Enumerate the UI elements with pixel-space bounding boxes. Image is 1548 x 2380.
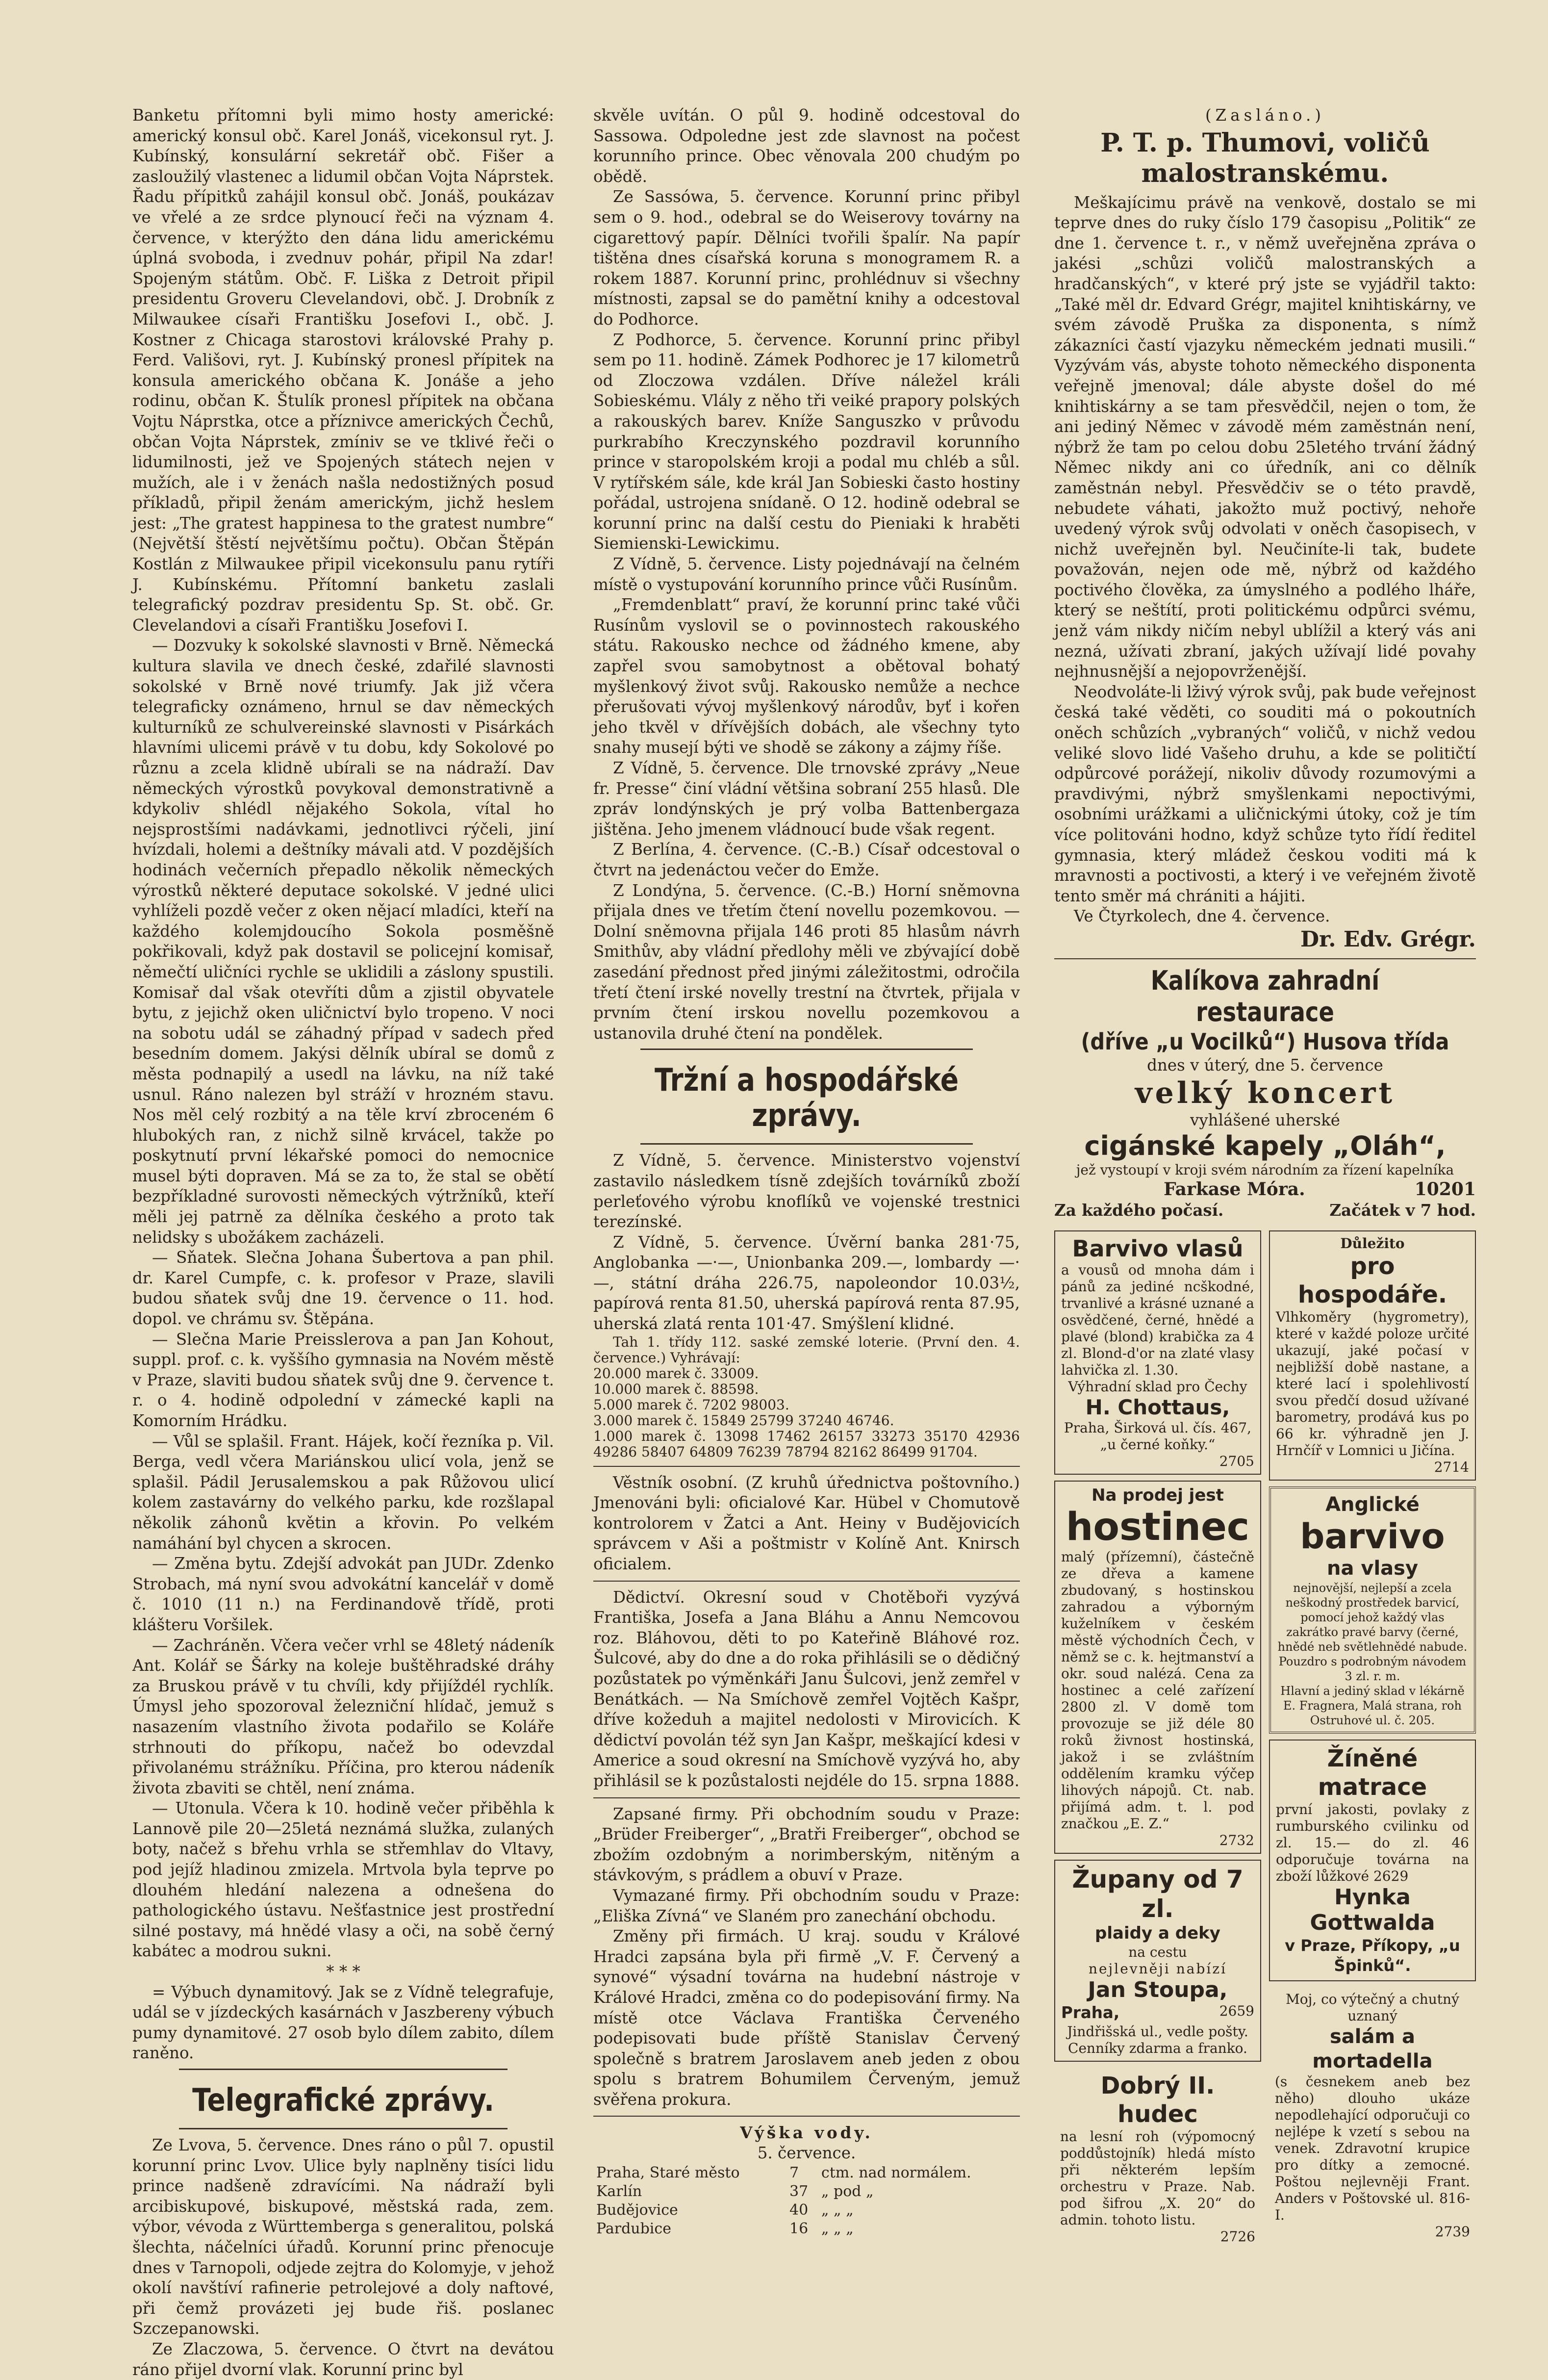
water-unit: ctm. nad normálem. [821, 2164, 971, 2181]
ad-mattress-firm: Hynka Gottwalda [1310, 1884, 1435, 1935]
ad-number: 2705 [1219, 1453, 1254, 1469]
ad-number: 2739 [1435, 2223, 1470, 2240]
firms-changed: Změny při firmách. U kraj. soudu v Králové Hradci zapsána byla při firmě „V. F. Červený a synové“ výsadní továrna na hudební nástroje v Králové Hradci, změna co do podepisování firmy. Na místě otce Václava Františka Červeného podepisovati bude příště Stanislav Červený společně s bratrem Jaroslavem aneb jeden z obou spolu s bratrem Bohumilem Červeným, jemuž svěřena prokura. [593, 1927, 1020, 2109]
ad-mattress-title: Žíněné matrace [1318, 1744, 1427, 1801]
ad-horn-title: Dobrý II. hudec [1100, 2072, 1215, 2128]
telegraph-zloczow: Ze Zlaczowa, 5. července. O čtvrt na devátou ráno přijel dvorní vlak. Korunní princ byl [132, 2339, 554, 2379]
ad-number: 2726 [1220, 2228, 1255, 2245]
ad-salami [1269, 1987, 1476, 2244]
ad-restaurant-bandleader-row [1054, 1178, 1476, 1200]
column-middle [593, 105, 1020, 2238]
ad-number: 2659 [1219, 2002, 1254, 2019]
column-left [132, 105, 554, 2380]
ad-gowns-title: Župany od 7 zl. [1072, 1865, 1243, 1923]
telegraph-fremdenblatt: „Fremdenblatt“ praví, že korunní princ také vůči Rusínům vyslovil se o povinnostech rakouského státu. Rakousko nechce od žádného kmene, aby zapřel svou samobytnost a obětoval bohatý myšlenkový život svůj. Rakousko nemůže a nechce přerušovati vývoj myšlenkový národův, byť i kořen jeho tkvěl v dřívějších dobách, ale všechny tyto snahy musejí býti ve shodě se zákony a zájmy říše. [593, 595, 1020, 757]
ad-eng-text: nejnovější, nejlepší a zcela neškodný prostředek barvicí, pomocí jehož každý vlas zakrátko pravé barvy (černé, hnědé neb světlehnědé nabude. [1277, 1581, 1468, 1654]
ad-eng-subtitle: na vlasy [1326, 1557, 1419, 1580]
lottery-line: 10.000 marek č. 88598. [593, 1381, 759, 1397]
ad-gowns-city: Praha, [1061, 2003, 1120, 2022]
ads-grid-right [1269, 1230, 1476, 2255]
ad-hair-dye-text: a vousů od mnoha dám i pánů za jediné ncškodné, trvanlivé a krásné uznané a osvědčené, černé, hnědé a plavé (blond) krabička za 4 zl. Blond-d'or na zlaté vlasy lahvička zl. 1.30. [1061, 1261, 1254, 1378]
water-table [593, 2164, 1020, 2238]
water-row [593, 2201, 1020, 2220]
ad-hygro-title: pro hospodáře. [1297, 1252, 1447, 1308]
article-rescued: — Zachráněn. Včera večer vrhl se 48letý nádeník Ant. Kolář se Šárky na koleje buštěhradské dráhy za Bruskou právě v tu chvíli, kdy přijíždél rychlík. Úmysl jeho spozoroval železniční hlídač, jemuž s nasazením vlastního života podařilo se Koláře strhnouti do příkopu, načež bo odevzdal přivolanému strážníku. Příčina, pro kterou nádeník života zbaviti se chtěl, není známa. [132, 1636, 554, 1797]
ad-hygro-text: Vlhkoměry (hygrometry), které v každé poloze určité ukazují, jaké počasí v nejbližší době nastane, a které lací i spolehlivostí svou předčí dosud užívané barometry, prodává kus po 66 kr. výhradně jen J. Hrnčíř v Lomnici u Jičína. [1276, 1308, 1469, 1459]
ad-number: 10201 [1414, 1179, 1476, 1200]
open-letter-place-date: Ve Čtyrkolech, dne 4. července. [1074, 907, 1330, 926]
ad-restaurant-footer [1054, 1200, 1476, 1221]
ad-hygro-pretitle: Důležito [1340, 1235, 1405, 1252]
firms-deleted: Vymazané firmy. Při obchodním soudu v Praze: „Eliška Zívná“ ve Slaném pro zanechání obchodu. [593, 1886, 1020, 1925]
notice-wedding-2: — Slečna Marie Preisslerova a pan Jan Kohout, suppl. prof. c. k. vyššího gymnasia na Novém městě v Praze, slaviti budou sňatek svůj dne 9. července t. r. o 4. hodině odpolední v zámecké kapli na Komorním Hrádku. [132, 1330, 554, 1430]
telegraph-london: Z Londýna, 5. července. (C.-B.) Horní sněmovna přijala dnes ve třetím čtení novellu pozemkovou. — Dolní sněmovna přijala 146 proti 85 hlasům návrh Smithův, aby vládní předlohy měli ve zbývající době zasedání přednost před jinými záležitostmi, odročila třetí čtení irské novelly trestní na čtvrtek, přijala v prvním čtení irskou novellu pozemkovou a ustanovila druhé čtení na pondělek. [593, 881, 1020, 1043]
ad-hair-dye-address: Praha, Širková ul. čís. 467, „u černé koňky.“ [1064, 1419, 1252, 1453]
telegraph-cont: skvěle uvítán. O půl 9. hodině odcestoval do Sassowa. Odpoledne jest zde slavnost na počest korunního prince. Obec věnovala 200 chudým po obědě. [593, 106, 1020, 186]
ad-inn-text: malý (přízemní), částečně ze dřeva a kamene zbudovaný, s hostinskou zahradou a výborným kuželníkem v českém městě východních Čech, v němž se c. k. hejtmanství a okr. soud nalézá. Cena za hostinec a celé zařízení 2800 zl. V domě tom provozuje se již déle 80 roků živnost hostinská, jakož i se zvláštním oddělením kramku výčep lihových nápojů. Ct. nab. přijímá adm. t. l. pod značkou „E. Z.“ [1061, 1549, 1254, 1832]
ad-hair-dye [1054, 1230, 1261, 1475]
ad-mattress-text: první jakosti, povlaky z rumburského cvilinku od zl. 15.— do zl. 46 odporučuje továrna na zboží lůžkové 2629 [1276, 1801, 1469, 1884]
zaslano-label: (Zasláno.) [1205, 106, 1325, 125]
telegraph-vienna-1: Z Vídně, 5. července. Listy pojednávají na čelném místě o vystupování korunního prince vůči Rusínům. [593, 555, 1020, 594]
notice-address-change: — Změna bytu. Zdejší advokát pan JUDr. Zdenko Strobach, má nyní svou advokátní kancelář v domě č. 1010 (11 n.) na Ferdinandově třídě, proti klášteru Voršilek. [132, 1554, 554, 1634]
column-right [1054, 105, 1476, 2255]
water-value: 16 [789, 2220, 809, 2237]
ad-restaurant-line: vyhlášené uherské [1190, 1110, 1341, 1129]
open-letter-p2: Neodvoláte-li lživý výrok svůj, pak bude veřejnost česká také věděti, co souditi má o pokoutních oněch schůzích „vybraných“ voličů, v nichž vedou veliké slovo lidé Vašeho druhu, a kde se političtí odpůrcové porážejí, nikoliv důvody rozumovými a pravdivými, nýbrž smyšlenkami nepoctivými, osobními urážkami a uličnickými útoky, což je tím více politováni hodno, když schůze tyto řídí ředitel gymnasia, který mládež českou voditi má k mravnosti a poctivosti, a který i ve veřejném životě tento směr má chrániti a hájiti. [1054, 682, 1476, 905]
ad-inn-for-sale [1054, 1481, 1261, 1854]
divider [593, 2116, 1020, 2117]
market-ministry: Z Vídně, 5. července. Ministerstvo vojenství zastavilo následkem tísně zdejších továrníků zboží perleťového výrobu knoflíků ve vojenské trestnici terezínské. [593, 1151, 1020, 1231]
ad-gowns-line: na cestu [1128, 1944, 1187, 1960]
open-letter-p1: Meškajícimu právě na venkově, dostalo se mi teprve dnes do ruky číslo 179 časopisu „Politik“ ze dne 1. července t. r., v němž uveřejněna zpráva o jakési „schůzi voličů malostranských a hradčanských“, v které prý jste se vyjádřil takto: „Také měl dr. Edvard Grégr, majitel knihtiskárny, ve svém závodě Pruška za disponenta, s nímž zákazníci častí vjazyku německém jednati musili.“ Vyzývám vás, abyste tohoto německého disponenta veřejně jmenoval; dále abyste došel do mé knihtiskárny a se tam přesvědčil, nejen o tom, že ani jediný Němec v závodě mém zaměstnán není, nýbrž že tam po celou dobu 25letého trvání žádný Němec nikdy ani co úředník, ani co dělník zaměstnán nebyl. Přesvědčiv se o této pravdě, nebudete váhati, jakožto muž poctivý, nehoře uvedený výrok svůj odvolati v oněch časopisech, v nichž uveřejněn byl. Neučiníte-li tak, budete považován, nejen ode mě, nýbrž od každého poctivého člověka, za úmyslného a podlého lháře, který se neštítí, proti politickému odpůrci svému, jenž vám nikdy ničím nebyl ublížil a který vás ani nezná, užívati zbraní, jakých užívají lidé povahy nejhnusnější a nejopovrženější. [1054, 193, 1476, 681]
ad-number: 2714 [1434, 1459, 1469, 1475]
ad-eng-pretitle: Anglické [1325, 1493, 1420, 1516]
ad-salami-text: (s česnekem aneb bez něho) dlouho ukáze nepodlehající odporučuji co nejlépe k vzetí s sebou na venek. Zdravotní krupice pro dítky a zemocné. Poštou nejlevněji Frant. Anders v Poštovské ul. 816-I. [1275, 2073, 1470, 2223]
telegraph-lvov: Ze Lvova, 5. července. Dnes ráno o půl 7. opustil korunní princ Lvov. Ulice byly naplněny tisíci lidu prince nadšeně zdravícími. Na nádraží byli arcibiskupové, biskupové, městská rada, zem. výbor, vévoda z Württemberga s generalitou, polská šlechta, náčelníci úřadů. Korunní princ přenocuje dnes v Tarnopoli, odjede zejtra do Kolomyje, v jehož okolí navštíví rafinerie petrolejové a doly naftové, při čemž provázeti jej bude řiš. poslanec Szczepanowski. [132, 2136, 554, 2338]
ad-horn-text: na lesní roh (výpomocný poddůstojník) hledá místo při některém lepším orchestru v Praze. Nab. pod šifrou „X. 20“ do admin. tohoto listu. [1060, 2128, 1255, 2228]
telegraph-podhorce: Z Podhorce, 5. července. Korunní princ přibyl sem po 11. hodině. Zámek Podhorec je 17 kilometrů od Zloczowa vzdálen. Dříve náležel králi Sobieskému. Vlály z něho tři veiké prapory polských a rakouských barev. Kníže Sanguszko v průvodu purkrabího Kreczynského pozdravil korunního prince v staropolském kroji a podal mu chléb a sůl. V rytířském sále, kde král Jan Sobieski často hostiny pořádal, ustrojena snídaně. O 12. hodině odebral se korunní princ na další cestu do Pieniaki k hraběti Siemienski-Lewickimu. [593, 330, 1020, 553]
article-dynamite: = Výbuch dynamitový. Jak se z Vídně telegrafuje, udál se v jízdeckých kasárnách v Jaszbereny výbuch pumy dynamitové. 27 osob bylo dílem zabito, dílem raněno. [132, 1982, 554, 2063]
ad-gowns-line: plaidy a deky [1095, 1923, 1220, 1944]
water-unit: „ pod „ [821, 2182, 874, 2200]
article-ox: — Vůl se splašil. Frant. Hájek, kočí řezníka p. Vil. Berga, vedl včera Mariánskou ulicí vola, jenž se splašil. Pádil Jerusalemskou a pak Růžovou ulicí kolem zastavárny do velkého parku, kde rozšlapal několik záhonů květin a křovin. Po velkém namáhání byl chycen a skrocen. [132, 1432, 554, 1553]
water-title: Výška vody. [740, 2123, 873, 2143]
ad-horn-player [1054, 2068, 1261, 2249]
lottery-title: Tah 1. třídy 112. saské zemské loterie. (První den. 4. července.) Vyhrávají: [593, 1333, 1020, 1366]
divider [640, 1143, 973, 1145]
divider [179, 2069, 508, 2070]
water-place: Karlín [596, 2182, 642, 2200]
ad-restaurant-address: (dříve „u Vocilků“) Husova třída [1081, 1028, 1449, 1055]
notice-wedding-1: — Sňatek. Slečna Johana Šubertova a pan phil. dr. Karel Cumpfe, c. k. profesor v Praze, slavili budou sňatek svůj dne 19. července o 11. hod. dopol. ve chrámu sv. Štěpána. [132, 1248, 554, 1329]
lottery-list [593, 1366, 1020, 1460]
telegraph-sassow: Ze Sassówa, 5. července. Korunní princ přibyl sem o 9. hod., odebral se do Weiserovy továrny na cigarettový papír. Dělníci tvořili špalír. Na papír tištěna dnes císařská koruna s monogramem R. a rokem 1887. Korunní princ, prohlédnuv si všechny místnosti, zapsal se do pamětní knihy a odcestoval do Podhorce. [593, 187, 1020, 329]
open-letter-signature: Dr. Edv. Grégr. [1300, 926, 1476, 952]
ad-gowns-firm: Jan Stoupa, [1088, 1977, 1228, 2002]
lottery-line: 3.000 marek č. 15849 25799 37240 46746. [593, 1412, 894, 1429]
ad-eng-address: Hlavní a jediný sklad v lékárně E. Fragnera, Malá strana, roh Ostruhové ul. č. 205. [1280, 1684, 1465, 1727]
water-unit: „ „ „ [821, 2201, 854, 2219]
ad-english-hair-dye [1269, 1486, 1476, 1734]
divider [593, 1466, 1020, 1467]
lottery-line: 1.000 marek č. 13098 17462 26157 33273 35170 42936 49286 58407 64809 76239 78794 82162 86499 91704. [593, 1428, 1020, 1460]
ad-hair-dye-firm: H. Chottaus, [1085, 1395, 1230, 1419]
ad-restaurant-start: Začátek v 7 hod. [1329, 1201, 1476, 1220]
ad-restaurant-line: jež vystoupí v kroji svém národním za řízení kapelníka [1076, 1162, 1454, 1178]
section-heading-market: Tržní a hospodářské zprávy. [654, 1062, 959, 1134]
inheritance-notice: Dědictví. Okresní soud v Chotěboři vyzývá Františka, Josefa a Jana Bláhu a Annu Nemcovou roz. Bláhovou, děti to po Kateřině Bláhové roz. Šulcové, aby do dne a do roka přihlásili se o dědičný pozůstatek po výměnkáři Janu Šulcovi, jenž zemřel v Benátkách. — Na Smíchově zemřel Vojtěch Kašpr, dříve kožeduh a majitel nedolosti v Mirovicích. K dědictví povolán též syn Jan Kašpr, meškající kdesi v Americe a soud okresní na Smíchově vyzývá ho, aby přihlásil se k pozůstalosti nejdéle do 15. srpna 1888. [593, 1587, 1020, 1790]
ad-inn-title: hostinec [1066, 1505, 1250, 1550]
water-row [593, 2164, 1020, 2182]
water-date: 5. července. [757, 2144, 856, 2163]
article-banquet: Banketu přítomni byli mimo hosty americké: americký konsul obč. Karel Jonáš, vicekonsul ryt. J. Kubínský, konsulární sekretář obč. Fišer a zasloužilý vlastenec a lidumil občan Vojta Náprstek. Řadu přípitků zahájil konsul obč. Jonáš, poukázav ve vřelé a ze srdce plynoucí řeči na význam 4. července, v kterýžto den dána lidu americkému úplná svoboda, i zvednuv pohár, připil Na zdar! Spojeným státům. Obč. F. Liška z Detroit připil presidentu Groveru Clevelandovi, obč. J. Drobník z Milwaukee císaři Františku Josefovi I., obč. J. Kostner z Chicaga starostovi královské Prahy p. Ferd. Vališovi, ryt. J. Kubínský pronesl přípitek na konsula amerického občana K. Jonáše a jeho rodinu, občan K. Štulík pronesl přípitek na občana Vojtu Náprstka, otce a příznivce amerických Čechů, občan Vojta Náprstek, zmíniv se ve tklivé řeči o lidumilnosti, jež ve Spojených státech nejen v mužích, ale i v ženách našla nedostižných posud příkladů, připil ženám americkým, jichž heslem jest: „The gratest happinesa to the gratest numbre“ (Největší štěstí největšímu počtu). Občan Štěpán Kostlán z Milwaukee připil vicekonsulu panu rytíři J. Kubínskému. Přítomní banketu zaslali telegrafický pozdrav presidentu Sp. St. obč. Gr. Clevelandovi a císaři Františku Josefovi I. [132, 106, 554, 635]
ad-hair-dye-title: Barvivo vlasů [1072, 1235, 1243, 1262]
ad-restaurant-concert: velký koncert [1135, 1075, 1396, 1110]
water-place: Budějovice [596, 2201, 678, 2219]
ad-inn-pretitle: Na prodej jest [1091, 1485, 1224, 1505]
water-unit: „ „ „ [821, 2220, 854, 2237]
divider [593, 1581, 1020, 1582]
water-place: Pardubice [596, 2220, 671, 2237]
ad-eng-price: Pouzdro s podrobným návodem 3 zl. r. m. [1278, 1654, 1467, 1683]
ad-restaurant-date: dnes v úterý, dne 5. července [1147, 1055, 1383, 1075]
lottery-line: 5.000 marek č. 7202 98003. [593, 1396, 789, 1413]
section-heading-telegraph: Telegrafické zprávy. [192, 2082, 494, 2119]
ad-eng-title: barvivo [1300, 1516, 1445, 1557]
lottery-line: 20.000 marek č. 33009. [593, 1365, 759, 1382]
firms-registered: Zapsané firmy. Při obchodním soudu v Praze: „Brüder Freiberger“, „Bratři Freiberger“, obchod se zbožím ozdobným a norimberským, nitěným a stávkovým, s prádlem a obuví v Praze. [593, 1804, 1020, 1885]
water-row [593, 2220, 1020, 2238]
telegraph-berlin: Z Berlína, 4. července. (C.-B.) Císař odcestoval o čtvrt na jedenáctou večer do Emže. [593, 840, 1020, 879]
divider [593, 1797, 1020, 1798]
water-value: 7 [789, 2164, 799, 2181]
divider [640, 1049, 973, 1050]
open-letter-title: P. T. p. Thumovi, voličů malostranskému. [1100, 128, 1430, 188]
ad-restaurant-band: cigánské kapely „Oláh“, [1084, 1130, 1446, 1162]
ad-restaurant-name: Kalíkova zahradní restaurace [1150, 965, 1380, 1027]
ad-salami-pretitle: Moj, co výtečný a chutný uznaný [1286, 1991, 1459, 2024]
ads-grid [1054, 1230, 1476, 2255]
divider [179, 2128, 508, 2129]
ad-mattresses [1269, 1740, 1476, 1981]
ad-salami-title: salám a mortadella [1312, 2025, 1433, 2073]
ad-restaurant-bandleader: Farkase Móra. [1164, 1179, 1305, 1200]
section-stars: * * * [326, 1962, 360, 1981]
ad-mattress-address: v Praze, Příkopy, „u Špinků“. [1285, 1936, 1460, 1975]
ad-dressing-gowns [1054, 1860, 1261, 2061]
market-exchange: Z Vídně, 5. července. Úvěrní banka 281·75, Anglobanka —·—, Unionbanka 209.—, lombardy —·—, státní dráha 226.75, napoleondor 10.03½, papírová renta 81.50, uherská papírová renta 87.95, uherská zlatá renta 101·47. Smýšlení klidné. [593, 1232, 1020, 1333]
ad-restaurant-weather: Za každého počasí. [1054, 1201, 1224, 1220]
ad-number: 2732 [1219, 1832, 1254, 1849]
water-value: 37 [789, 2182, 809, 2200]
article-drowned: — Utonula. Včera k 10. hodině večer přiběhla k Lannově pile 20—25letá neznámá služka, zulaných boty, načež s břehu vrhla se střemhlav do Vltavy, pod jejíž hladinou zmizela. Mrtvola byla teprve po dlouhém hledání nalezena a odnešena do pathologického ústavu. Nešťastnice jest prostřední silné postavy, má hnědé vlasy a oči, na sobě černý kabátec a modrou sukni. [132, 1799, 554, 1961]
personal-news: Věstník osobní. (Z kruhů úřednictva poštovního.) Jmenováni byli: oficialové Kar. Hübel v Chomutově kontrolorem v Žatci a Ant. Heiny v Budějovicích správcem v Aši a poštmistr v Kolíně Ant. Knirsch oficialem. [593, 1473, 1020, 1574]
divider [1054, 958, 1476, 959]
article-sokol-brno: — Dozvuky k sokolské slavnosti v Brně. Německá kultura slavila ve dnech české, zdařilé slavnosti sokolské v Brně nové triumfy. Jak již včera telegraficky oznámeno, hrnul se dav německých kulturníků ze schulvereinské slavnosti v Pisárkách hlavními ulicemi právě v tu dobu, kdy Sokolové po různu a zcela klidně ubírali se na nádraží. Dav německých výrostků povykoval demonstrativně a kdykoliv shlédl nějakého Sokola, vítal ho nejsprostšími nadávkami, jednotlivci rýčeli, jiní hvízdali, holemi a deštníky mávali atd. V pozdějších hodinách večerních přepadlo několik německých výrostků některé deputace sokolské. V jedné ulici vyhlíželi pozdě večer z oken nějací mladíci, kteří na každého kolemjdoucího Sokola posměšně pokřikovali, když pak dostavil se policejní komisař, němečtí uličníci rychle se uklidili a záslony spustili. Komisař dal však otevříti dům a zjistil obyvatele bytu, z jejichž oken uličnictví bylo tropeno. V noci na sobotu udál se záhadný případ v sadech před besedním domem. Jakýsi dělník ubíral se domů z města podnapilý a usedl na lávku, na níž také usnul. Ráno nalezen byl stráží v hrozném stavu. Nos měl celý rozbitý a na těle krví zbroceném 6 hlubokých ran, z nichž silně krvácel, takže po poskytnutí první lékařské pomoci do nemocnice musel býti dopraven. Má se za to, že stal se obětí bezpříkladné surovosti německých výtržníků, kteří měli jej patrně za dělníka českého a proto tak nelidsky s ubožákem zacházeli. [132, 636, 554, 1247]
water-place: Praha, Staré město [596, 2164, 740, 2181]
ad-gowns-line: nejlevněji nabízí [1088, 1960, 1227, 1977]
ad-gowns-city-row [1061, 2003, 1254, 2023]
ads-grid-left [1054, 1230, 1261, 2255]
ad-gowns-address: Jindřišská ul., vedle pošty. Cenníky zdarma a franko. [1067, 2023, 1248, 2056]
ad-hygrometer [1269, 1230, 1476, 1481]
water-value: 40 [789, 2201, 809, 2219]
water-row [593, 2182, 1020, 2201]
telegraph-vienna-2: Z Vídně, 5. července. Dle trnovské zprávy „Neue fr. Presse“ činí vládní většina sobraní 255 hlasů. Dle zpráv londýnských je prý volba Battenbergaza jištěna. Jeho jmenem vládnoucí bude však regent. [593, 759, 1020, 839]
ad-hair-dye-sklad: Výhradní sklad pro Čechy [1068, 1378, 1247, 1395]
ad-restaurant [1054, 965, 1476, 1225]
